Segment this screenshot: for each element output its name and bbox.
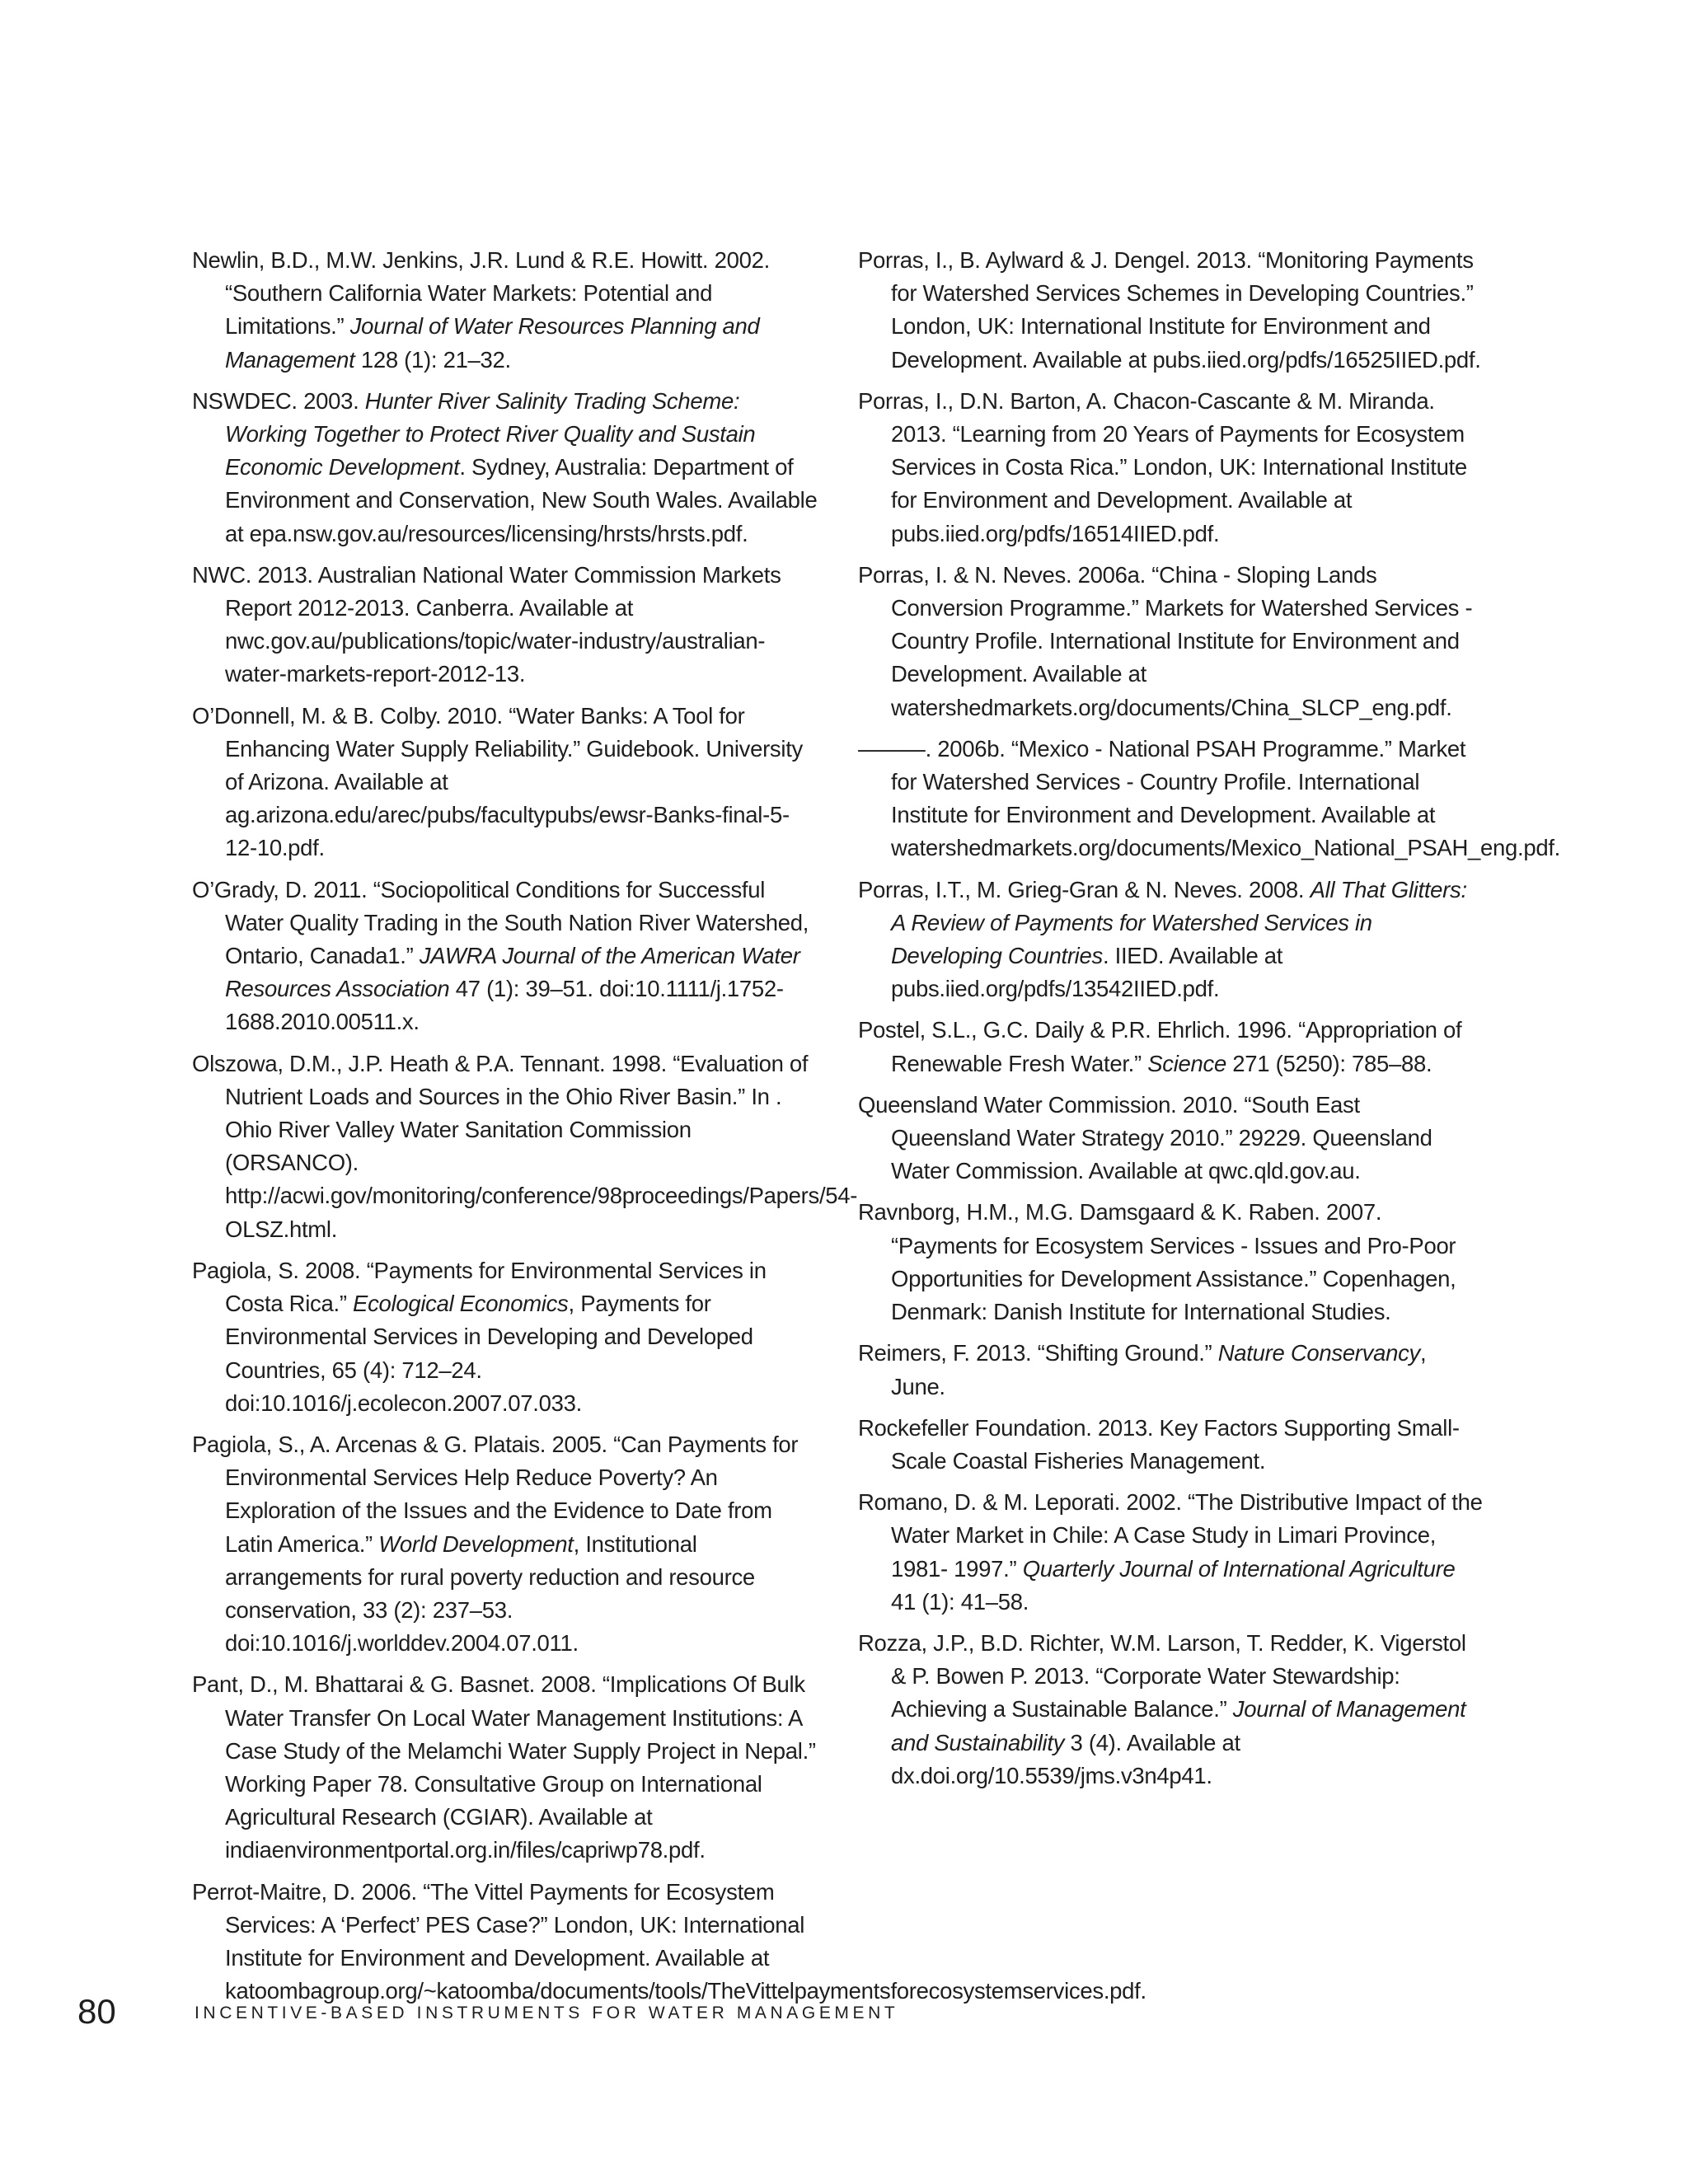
reference-entry — [858, 1337, 1484, 1403]
reference-text: 47 (1): 39–51. doi:10.1111/j.1752-1688.2010.00511.x. — [225, 976, 784, 1035]
reference-entry — [192, 1047, 858, 1246]
reference-text: Romano, D. & M. Leporati. 2002. “The Distributive Impact of the Water Market in Chile: A Case Study in Limari Province, 1981- 1997.” — [858, 1489, 1483, 1582]
reference-title-italic: Quarterly Journal of International Agriculture — [1022, 1555, 1456, 1582]
reference-text: . IIED. Available at pubs.iied.org/pdfs/13542IIED.pdf. — [891, 943, 1283, 1002]
reference-entry — [858, 1627, 1484, 1793]
reference-title-italic: JAWRA Journal of the American Water Resources Association — [225, 943, 800, 1002]
reference-text: Rozza, J.P., B.D. Richter, W.M. Larson, T. Redder, K. Vigerstol & P. Bowen P. 2013. “Corporate Water Stewardship: Achieving a Sustainable Balance.” — [858, 1629, 1466, 1722]
reference-column-right — [858, 244, 1561, 1801]
reference-entry — [858, 559, 1484, 724]
reference-text: Pagiola, S. 2008. “Payments for Environmental Services in Costa Rica.” — [192, 1257, 767, 1317]
reference-text: ———. 2006b. “Mexico - National PSAH Programme.” Market for Watershed Services - Country Profile. International Institute for Environment and Development. Available at watershedmarkets.org/documents/Mexico_National_PSAH_eng.pdf. — [858, 735, 1561, 861]
reference-entry — [858, 244, 1484, 377]
reference-text: Pagiola, S., A. Arcenas & G. Platais. 2005. “Can Payments for Environmental Services Help Reduce Poverty? An Exploration of the Issues and the Evidence to Date from Latin America.” — [192, 1431, 799, 1557]
reference-text: Ravnborg, H.M., M.G. Damsgaard & K. Raben. 2007. “Payments for Ecosystem Services - Issues and Pro-Poor Opportunities for Development Assistance.” Copenhagen, Denmark: Danish Institute for International Studies. — [858, 1199, 1456, 1325]
reference-title-italic: Journal of Water Resources Planning and Management — [225, 313, 760, 373]
reference-entry — [192, 1428, 818, 1660]
reference-text: . Sydney, Australia: Department of Environment and Conservation, New South Wales. Available at epa.nsw.gov.au/resources/licensing/hrsts/hrsts.pdf. — [225, 454, 818, 546]
reference-text: 3 (4). Available at dx.doi.org/10.5539/jms.v3n4p41. — [891, 1729, 1240, 1788]
running-title: INCENTIVE-BASED INSTRUMENTS FOR WATER MANAGEMENT — [195, 2004, 899, 2022]
reference-entry — [192, 874, 818, 1039]
reference-entry — [192, 1668, 818, 1867]
reference-text: , June. — [891, 1340, 1427, 1399]
reference-title-italic: Nature Conservancy — [1217, 1340, 1421, 1366]
reference-text: NSWDEC. 2003. — [192, 387, 365, 414]
reference-entry — [858, 733, 1561, 865]
reference-text: Porras, I.T., M. Grieg-Gran & N. Neves. 2008. — [858, 876, 1311, 902]
reference-text: O’Grady, D. 2011. “Sociopolitical Conditions for Successful Water Quality Trading in the South Nation River Watershed, Ontario, Canada1.” — [192, 876, 809, 969]
reference-title-italic: Science — [1147, 1050, 1226, 1076]
reference-entry — [858, 1412, 1484, 1478]
reference-text: NWC. 2013. Australian National Water Commission Markets Report 2012-2013. Canberra. Available at nwc.gov.au/publications/topic/water-industry/australian-water-markets-report-2012-13. — [192, 561, 781, 687]
reference-text: Newlin, B.D., M.W. Jenkins, J.R. Lund & R.E. Howitt. 2002. “Southern California Water Markets: Potential and Limitations.” — [192, 247, 770, 340]
reference-text: Queensland Water Commission. 2010. “South East Queensland Water Strategy 2010.” 29229. Queensland Water Commission. Available at qwc.qld.gov.au. — [858, 1091, 1432, 1184]
reference-text: , Payments for Environmental Services in Developing and Developed Countries, 65 (4): 712–24. doi:10.1016/j.ecolecon.2007.07.033. — [225, 1291, 753, 1416]
reference-title-italic: Journal of Management and Sustainability — [891, 1696, 1466, 1755]
reference-title-italic: All That Glitters: A Review of Payments for Watershed Services in Developing Countries — [891, 876, 1467, 969]
reference-title-italic: Hunter River Salinity Trading Scheme: Working Together to Protect River Quality and Sustain Economic Development — [225, 387, 756, 480]
reference-text: Olszowa, D.M., J.P. Heath & P.A. Tennant. 1998. “Evaluation of Nutrient Loads and Sources in the Ohio River Basin.” In . Ohio River Valley Water Sanitation Commission (ORSANCO). http://acwi.gov/monitoring/conference/98proceedings/Papers/54-OLSZ.html. — [192, 1050, 858, 1242]
reference-entry — [192, 1254, 818, 1420]
reference-entry — [858, 1486, 1484, 1619]
reference-text: Perrot-Maitre, D. 2006. “The Vittel Payments for Ecosystem Services: A ‘Perfect’ PES Case?” London, UK: International Institute for Environment and Development. Available at katoombagroup.org/~katoomba/documents/tools/TheVittelpaymentsforecosystemservices.pdf. — [192, 1878, 1146, 2004]
reference-text: O’Donnell, M. & B. Colby. 2010. “Water Banks: A Tool for Enhancing Water Supply Reliability.” Guidebook. University of Arizona. Available at ag.arizona.edu/arec/pubs/facultypubs/ewsr-Banks-final-5-12-10.pdf. — [192, 702, 803, 861]
reference-entry — [192, 385, 818, 551]
reference-text: 128 (1): 21–32. — [354, 346, 511, 373]
page-number: 80 — [77, 1992, 116, 2031]
reference-text: , Institutional arrangements for rural poverty reduction and resource conservation, 33 (2): 237–53. doi:10.1016/j.worlddev.2004.07.011. — [225, 1530, 755, 1657]
reference-entry — [858, 1196, 1484, 1329]
reference-text: 41 (1): 41–58. — [891, 1588, 1029, 1615]
reference-text: Reimers, F. 2013. “Shifting Ground.” — [858, 1340, 1218, 1366]
reference-title-italic: Ecological Economics — [353, 1291, 569, 1317]
reference-text: Porras, I., D.N. Barton, A. Chacon-Cascante & M. Miranda. 2013. “Learning from 20 Years of Payments for Ecosystem Services in Costa Rica.” London, UK: International Institute for Environment and Development. Available at pubs.iied.org/pdfs/16514IIED.pdf. — [858, 387, 1467, 546]
reference-entry — [192, 1876, 1146, 2008]
reference-entry — [858, 1014, 1484, 1080]
reference-entry — [858, 874, 1484, 1006]
reference-entry — [192, 244, 818, 377]
reference-text: Porras, I., B. Aylward & J. Dengel. 2013. “Monitoring Payments for Watershed Services Schemes in Developing Countries.” London, UK: International Institute for Environment and Development. Available at pubs.iied.org/pdfs/16525IIED.pdf. — [858, 247, 1481, 373]
reference-entry — [192, 559, 818, 691]
reference-entry — [858, 1089, 1484, 1188]
reference-text: 271 (5250): 785–88. — [1226, 1050, 1432, 1076]
reference-text: Porras, I. & N. Neves. 2006a. “China - Sloping Lands Conversion Programme.” Markets for Watershed Services - Country Profile. International Institute for Environment and Development. Available at watershedmarkets.org/documents/China_SLCP_eng.pdf. — [858, 561, 1473, 720]
reference-title-italic: World Development — [378, 1530, 574, 1557]
reference-entry — [192, 700, 818, 865]
reference-text: Postel, S.L., G.C. Daily & P.R. Ehrlich. 1996. “Appropriation of Renewable Fresh Water.” — [858, 1017, 1462, 1076]
reference-text: Pant, D., M. Bhattarai & G. Basnet. 2008. “Implications Of Bulk Water Transfer On Local Water Management Institutions: A Case Study of the Melamchi Water Supply Project in Nepal.” Working Paper 78. Consultative Group on International Agricultural Research (CGIAR). Available at indiaenvironmentportal.org.in/files/capriwp78.pdf. — [192, 1671, 816, 1863]
reference-entry — [858, 385, 1484, 551]
reference-text: Rockefeller Foundation. 2013. Key Factors Supporting Small-Scale Coastal Fisheries Management. — [858, 1414, 1460, 1474]
